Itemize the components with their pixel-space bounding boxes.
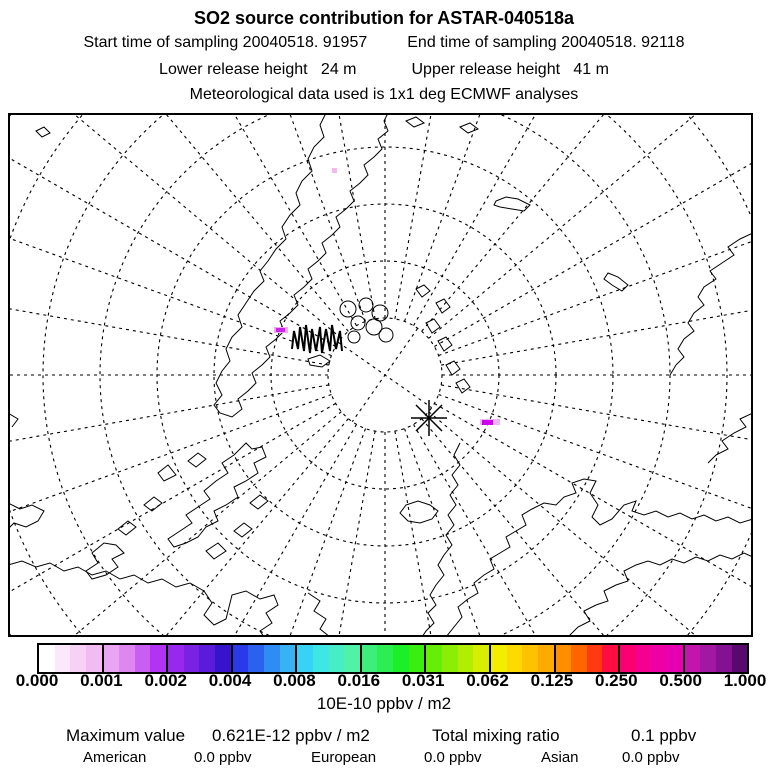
colorbar-cell	[150, 645, 166, 672]
colorbar-cell	[571, 645, 587, 672]
colorbar-tick-label: 0.000	[15, 671, 59, 690]
page-title: SO2 source contribution for ASTAR-040518a	[193, 8, 575, 28]
colorbar-cell	[424, 645, 442, 672]
colorbar-tick-label: 0.016	[337, 671, 381, 690]
colorbar-cell	[409, 645, 425, 672]
colorbar-cell	[231, 645, 249, 672]
region-american-label: American	[83, 749, 147, 766]
colorbar-tick-labels	[0, 671, 768, 691]
colorbar-cell	[732, 645, 748, 672]
colorbar-cell	[522, 645, 538, 672]
colorbar-cell	[135, 645, 151, 672]
upper-release-text: Upper release height 41 m	[411, 61, 609, 78]
colorbar-cell	[651, 645, 667, 672]
colorbar-tick-label: 0.031	[401, 671, 445, 690]
colorbar-tick-label: 1.000	[723, 671, 767, 690]
colorbar-cell	[489, 645, 507, 672]
end-time-text: End time of sampling 20040518. 92118	[407, 34, 685, 51]
colorbar-tick-label: 0.001	[80, 671, 123, 690]
colorbar-cell	[215, 645, 231, 672]
colorbar-cell	[313, 645, 329, 672]
mixing-ratio-label: Total mixing ratio	[432, 726, 560, 745]
met-data-line: Meteorological data used is 1x1 deg ECMWF analyses	[189, 86, 579, 103]
colorbar-cell	[86, 645, 102, 672]
coastlines	[8, 113, 753, 637]
maximum-value: 0.621E-12 ppbv / m2	[212, 726, 370, 745]
colorbar-cell	[329, 645, 345, 672]
colorbar-tick-label: 0.002	[144, 671, 187, 690]
colorbar-cell	[700, 645, 716, 672]
colorbar-cell	[39, 645, 55, 672]
graticule	[8, 113, 753, 637]
colorbar-cell	[458, 645, 474, 672]
colorbar-cell	[538, 645, 554, 672]
colorbar-cell	[473, 645, 489, 672]
colorbar-cell	[166, 645, 184, 672]
colorbar-cell	[70, 645, 86, 672]
colorbar-cell	[102, 645, 120, 672]
colorbar-cell	[587, 645, 603, 672]
colorbar-cell	[344, 645, 360, 672]
colorbar-cell	[667, 645, 683, 672]
colorbar-tick-label: 0.062	[466, 671, 509, 690]
region-american-value: 0.0 ppbv	[194, 749, 252, 766]
colorbar-tick-label: 0.004	[208, 671, 252, 690]
colorbar-cell	[377, 645, 393, 672]
colorbar-cell	[393, 645, 409, 672]
lower-release-text: Lower release height 24 m	[159, 61, 357, 78]
region-european-value: 0.0 ppbv	[424, 749, 482, 766]
polar-map-canvas	[8, 113, 753, 637]
colorbar-cell	[248, 645, 264, 672]
colorbar-cell	[55, 645, 71, 672]
colorbar-cell	[264, 645, 280, 672]
release-location-marker	[411, 400, 447, 436]
region-european-label: European	[311, 749, 377, 766]
colorbar	[37, 643, 749, 674]
region-asian-value: 0.0 ppbv	[622, 749, 680, 766]
start-time-text: Start time of sampling 20040518. 91957	[83, 34, 368, 51]
contribution-plume-pixels	[274, 168, 500, 425]
maximum-value-label: Maximum value	[66, 726, 186, 745]
colorbar-units-label: 10E-10 ppbv / m2	[316, 694, 452, 713]
colorbar-cell	[280, 645, 296, 672]
colorbar-cell	[554, 645, 572, 672]
colorbar-tick-label: 0.125	[530, 671, 574, 690]
colorbar-cell	[184, 645, 200, 672]
colorbar-cell	[618, 645, 636, 672]
sampling-times-line	[0, 34, 768, 52]
colorbar-cell	[507, 645, 523, 672]
colorbar-cell	[442, 645, 458, 672]
mixing-ratio-value: 0.1 ppbv	[631, 726, 697, 745]
colorbar-cell	[295, 645, 313, 672]
colorbar-tick-label: 0.250	[594, 671, 638, 690]
colorbar-cell	[360, 645, 378, 672]
colorbar-cell	[199, 645, 215, 672]
colorbar-cell	[636, 645, 652, 672]
release-heights-line	[0, 61, 768, 79]
colorbar-cell	[716, 645, 732, 672]
colorbar-tick-label: 0.008	[273, 671, 316, 690]
colorbar-cell	[683, 645, 701, 672]
region-asian-label: Asian	[541, 749, 579, 766]
colorbar-cell	[119, 645, 135, 672]
colorbar-tick-label: 0.500	[659, 671, 702, 690]
colorbar-cell	[602, 645, 618, 672]
